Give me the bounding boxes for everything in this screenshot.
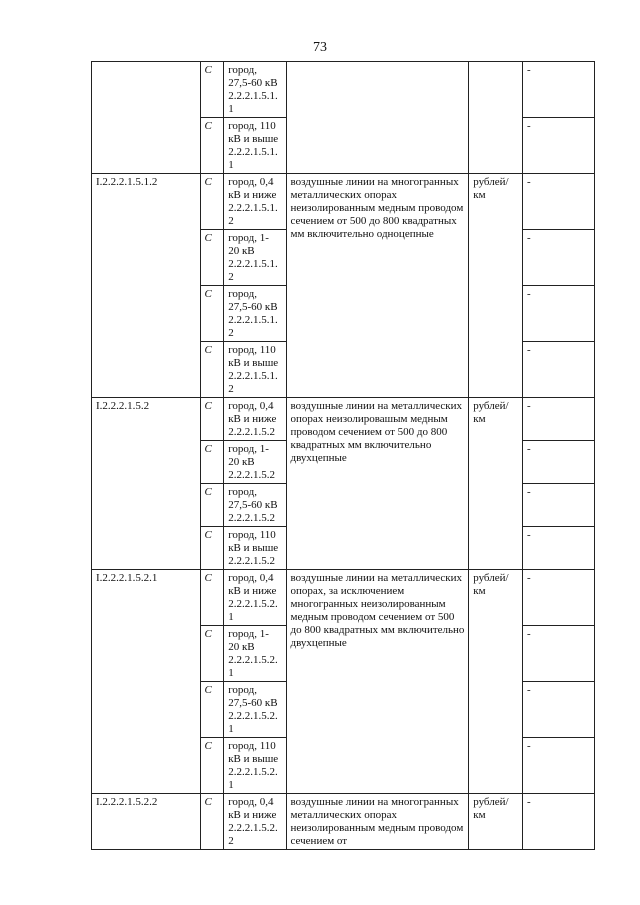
- row-category: [224, 738, 286, 794]
- row-letter-text: С: [204, 120, 212, 132]
- row-letter-text: С: [204, 400, 212, 412]
- row-unit: [469, 570, 523, 794]
- table-row: [92, 794, 595, 850]
- row-code: [92, 570, 201, 794]
- row-category-text: город, 27,5-60 кВ 2.2.2.1.5.1. 2: [228, 288, 278, 339]
- row-value-text: -: [526, 64, 531, 76]
- row-value: [522, 794, 594, 850]
- row-value-text: -: [526, 572, 531, 584]
- row-letter-text: С: [204, 443, 212, 455]
- row-letter: [200, 342, 224, 398]
- row-letter: [200, 570, 224, 626]
- row-category: [224, 118, 286, 174]
- row-value: [522, 174, 594, 230]
- row-letter: [200, 527, 224, 570]
- row-category: [224, 174, 286, 230]
- row-value: [522, 118, 594, 174]
- row-letter-text: С: [204, 344, 212, 356]
- row-letter: [200, 174, 224, 230]
- row-category: [224, 570, 286, 626]
- row-letter-text: С: [204, 288, 212, 300]
- row-category-text: город, 0,4 кВ и ниже 2.2.2.1.5.2. 2: [228, 796, 278, 847]
- row-unit-text: рублей/ км: [473, 572, 509, 597]
- row-category-text: город, 110 кВ и выше 2.2.2.1.5.1. 2: [228, 344, 279, 395]
- row-category: [224, 484, 286, 527]
- row-letter: [200, 738, 224, 794]
- row-category: [224, 62, 286, 118]
- row-letter: [200, 484, 224, 527]
- row-category: [224, 342, 286, 398]
- row-value-text: -: [526, 443, 531, 455]
- row-description-text: воздушные линии на металлических опорах неизолировашым медным проводом сечением от 500 до 800 квадратных мм включительно двухцепные: [290, 400, 462, 464]
- table-row: [92, 62, 595, 118]
- row-value-text: -: [526, 796, 531, 808]
- row-description: [286, 62, 469, 174]
- row-unit: [469, 174, 523, 398]
- row-code-text: I.2.2.2.1.5.2.1: [96, 572, 158, 584]
- row-description: [286, 794, 469, 850]
- row-letter-text: С: [204, 572, 212, 584]
- row-letter-text: С: [204, 176, 212, 188]
- row-value-text: -: [526, 120, 531, 132]
- row-value-text: -: [526, 344, 531, 356]
- row-value-text: -: [526, 400, 531, 412]
- row-description-text: воздушные линии на многогранных металлических опорах неизолированным медным проводом сечением от 500 до 800 квадратных мм включительно одноцепные: [290, 176, 464, 240]
- row-value-text: -: [526, 684, 531, 696]
- row-value: [522, 342, 594, 398]
- table-row: [92, 174, 595, 230]
- row-category: [224, 441, 286, 484]
- row-unit-text: рублей/ км: [473, 400, 509, 425]
- row-value-text: -: [526, 740, 531, 752]
- row-letter: [200, 286, 224, 342]
- row-letter-text: С: [204, 64, 212, 76]
- row-letter: [200, 398, 224, 441]
- row-value: [522, 682, 594, 738]
- row-code: [92, 794, 201, 850]
- row-value: [522, 441, 594, 484]
- row-letter: [200, 441, 224, 484]
- row-value-text: -: [526, 486, 531, 498]
- row-category: [224, 286, 286, 342]
- row-value-text: -: [526, 529, 531, 541]
- row-category-text: город, 27,5-60 кВ 2.2.2.1.5.2: [228, 486, 278, 524]
- row-category-text: город, 27,5-60 кВ 2.2.2.1.5.1. 1: [228, 64, 278, 115]
- row-category: [224, 230, 286, 286]
- row-value-text: -: [526, 628, 531, 640]
- row-category-text: город, 110 кВ и выше 2.2.2.1.5.1. 1: [228, 120, 279, 171]
- row-category: [224, 682, 286, 738]
- row-code: [92, 174, 201, 398]
- row-letter: [200, 682, 224, 738]
- row-description: [286, 174, 469, 398]
- row-description-text: воздушные линии на многогранных металлических опорах неизолированным медным проводом сечением от: [290, 796, 464, 847]
- row-code: [92, 398, 201, 570]
- row-value: [522, 738, 594, 794]
- row-value: [522, 286, 594, 342]
- row-value: [522, 484, 594, 527]
- row-value: [522, 398, 594, 441]
- row-letter: [200, 118, 224, 174]
- row-letter-text: С: [204, 796, 212, 808]
- table-row: [92, 398, 595, 441]
- row-value-text: -: [526, 176, 531, 188]
- row-description: [286, 398, 469, 570]
- row-value: [522, 62, 594, 118]
- row-category: [224, 398, 286, 441]
- row-letter-text: С: [204, 740, 212, 752]
- row-unit: [469, 62, 523, 174]
- row-category-text: город, 110 кВ и выше 2.2.2.1.5.2. 1: [228, 740, 279, 791]
- row-unit-text: рублей/ км: [473, 796, 509, 821]
- row-value: [522, 626, 594, 682]
- row-letter-text: С: [204, 529, 212, 541]
- row-category-text: город, 1- 20 кВ 2.2.2.1.5.1. 2: [228, 232, 278, 283]
- row-category-text: город, 0,4 кВ и ниже 2.2.2.1.5.2. 1: [228, 572, 278, 623]
- row-category-text: город, 110 кВ и выше 2.2.2.1.5.2: [228, 529, 279, 567]
- row-category-text: город, 1- 20 кВ 2.2.2.1.5.2: [228, 443, 275, 481]
- row-letter: [200, 794, 224, 850]
- row-code: [92, 62, 201, 174]
- row-category-text: город, 1- 20 кВ 2.2.2.1.5.2. 1: [228, 628, 278, 679]
- row-category-text: город, 0,4 кВ и ниже 2.2.2.1.5.2: [228, 400, 277, 438]
- row-category: [224, 794, 286, 850]
- row-code-text: I.2.2.2.1.5.2: [96, 400, 150, 412]
- row-letter-text: С: [204, 486, 212, 498]
- row-code-text: I.2.2.2.1.5.1.2: [96, 176, 158, 188]
- table-body: [92, 62, 595, 850]
- row-letter-text: С: [204, 232, 212, 244]
- row-description-text: воздушные линии на металлических опорах, за исключением многогранных неизолированным медным проводом сечением от 500 до 800 квадратных мм включительно двухцепные: [290, 572, 465, 649]
- row-category-text: город, 27,5-60 кВ 2.2.2.1.5.2. 1: [228, 684, 278, 735]
- row-category-text: город, 0,4 кВ и ниже 2.2.2.1.5.1. 2: [228, 176, 278, 227]
- table-row: [92, 570, 595, 626]
- row-unit-text: рублей/ км: [473, 176, 509, 201]
- row-letter-text: С: [204, 684, 212, 696]
- row-value: [522, 230, 594, 286]
- page-number: 73: [313, 40, 327, 55]
- row-category: [224, 626, 286, 682]
- row-value-text: -: [526, 288, 531, 300]
- row-description: [286, 570, 469, 794]
- row-value: [522, 570, 594, 626]
- tariff-table: [91, 61, 595, 850]
- row-unit: [469, 398, 523, 570]
- row-letter: [200, 230, 224, 286]
- row-letter: [200, 626, 224, 682]
- row-category: [224, 527, 286, 570]
- row-value-text: -: [526, 232, 531, 244]
- row-unit: [469, 794, 523, 850]
- row-value: [522, 527, 594, 570]
- row-code-text: I.2.2.2.1.5.2.2: [96, 796, 158, 808]
- row-letter: [200, 62, 224, 118]
- row-letter-text: С: [204, 628, 212, 640]
